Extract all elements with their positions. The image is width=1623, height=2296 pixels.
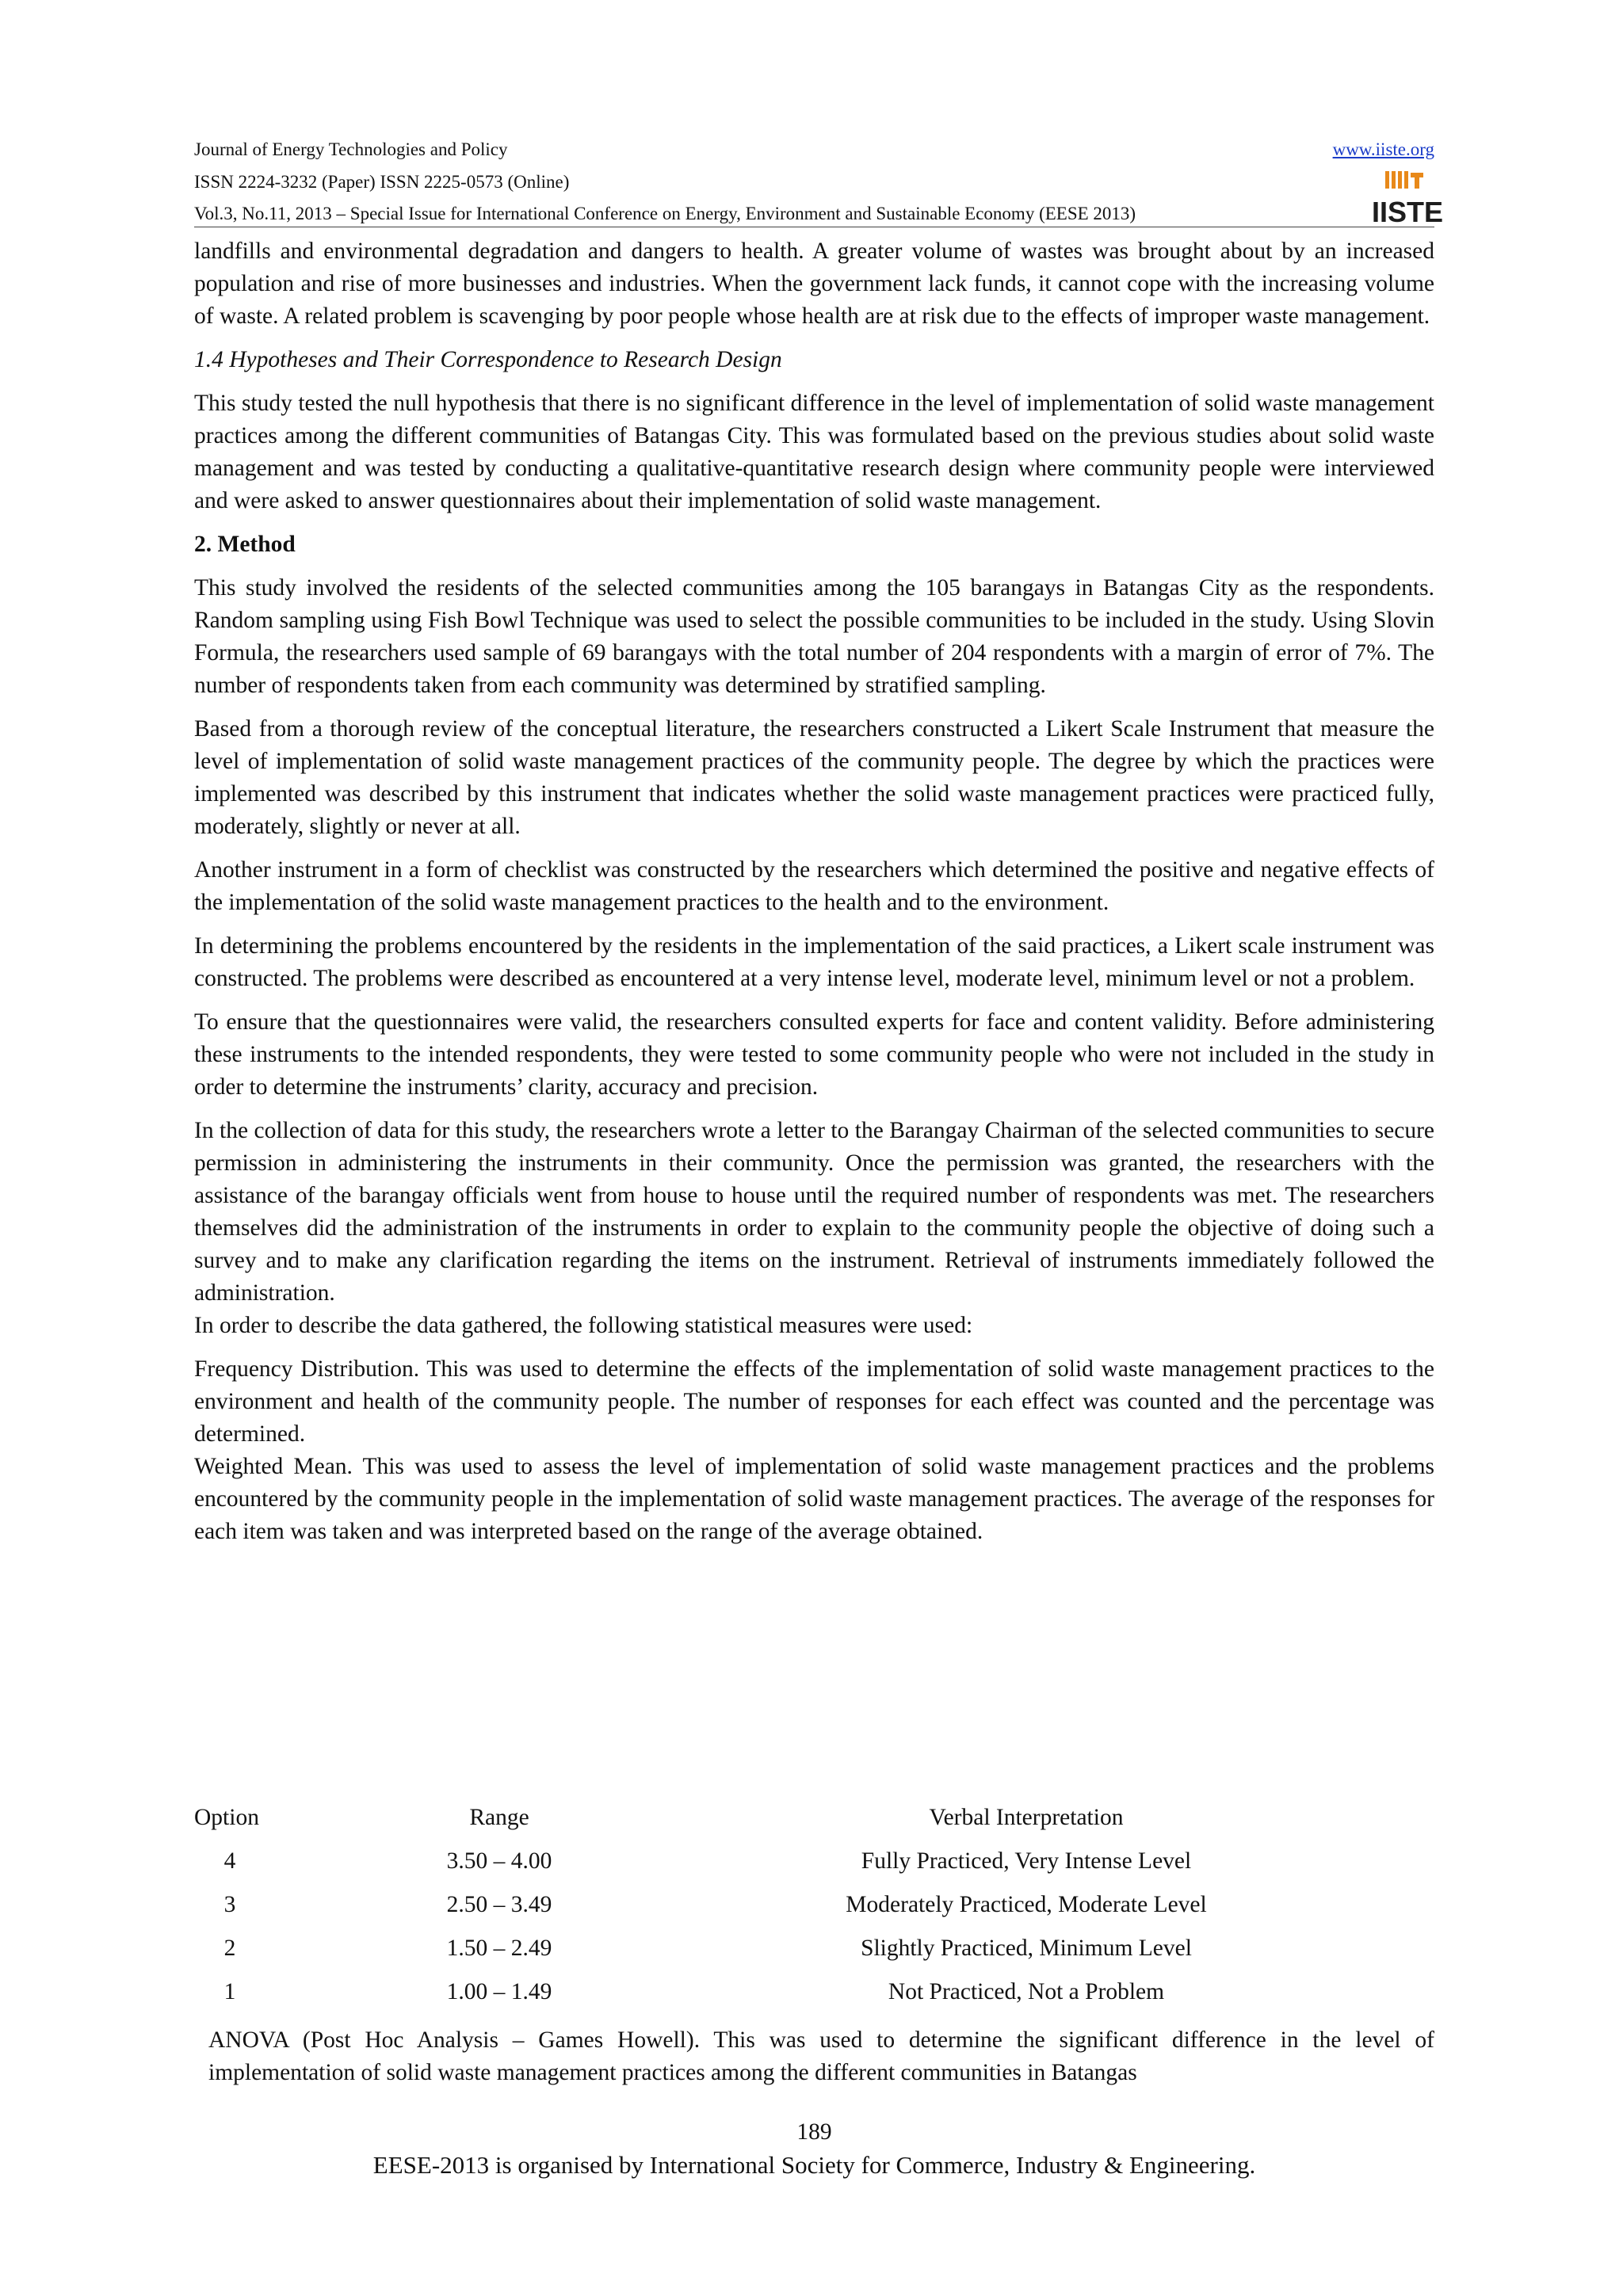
column-header-option: Option: [194, 1805, 259, 1830]
paragraph: Based from a thorough review of the conceptual literature, the researchers constructed a Likert Scale Instrument that measure the level of implementation of solid waste management practices of the community people. The degree by which the practices were implemented was described by this instrument that indicates whether the solid waste management practices were practiced fully, moderately, slightly or never at all.: [194, 716, 1434, 839]
paragraph: To ensure that the questionnaires were valid, the researchers consulted experts for face and content validity. Before administering these instruments to the intended respondents, they were tested to some community people who were not included in the study in order to determine the instruments’ clarity, accuracy and precision.: [194, 1009, 1434, 1100]
volume-line: Vol.3, No.11, 2013 – Special Issue for International Conference on Energy, Environment and Sustainable Economy (EESE 2013): [194, 204, 1136, 223]
table-row: [194, 1936, 1434, 1979]
cell-range: 3.50 – 4.00: [446, 1848, 552, 1874]
issn-line: ISSN 2224-3232 (Paper) ISSN 2225-0573 (Online): [194, 172, 570, 192]
column-header-range: Range: [469, 1805, 529, 1830]
paragraph: In order to describe the data gathered, the following statistical measures were used:: [194, 1313, 973, 1338]
cell-range: 1.50 – 2.49: [446, 1936, 552, 1961]
page-number: 189: [796, 2119, 832, 2145]
paragraph: Weighted Mean. This was used to assess the level of implementation of solid waste management practices and the problems encountered by the community people in the implementation of solid waste management practices. The average of the responses for each item was taken and was interpreted based on the range of the average obtained.: [194, 1454, 1434, 1544]
cell-option: 2: [223, 1936, 236, 1961]
table-row: [194, 1979, 1434, 2023]
cell-option: 1: [223, 1979, 236, 2004]
iiste-logo: [1371, 170, 1444, 228]
paragraph: In determining the problems encountered by the residents in the implementation of the said practices, a Likert scale instrument was constructed. The problems were described as encountered at a very intense level, moderate level, minimum level or not a problem.: [194, 933, 1434, 991]
svg-text:IISTE: IISTE: [1371, 196, 1444, 228]
paragraph: Frequency Distribution. This was used to determine the effects of the implementation of solid waste management practices to the environment and health of the community people. The number of responses for each effect was counted and the percentage was determined.: [194, 1356, 1434, 1447]
paragraph: This study involved the residents of the selected communities among the 105 barangays in Batangas City as the respondents. Random sampling using Fish Bowl Technique was used to select the possible communities to be included in the study. Using Slovin Formula, the researchers used sample of 69 barangays with the total number of 204 respondents with a margin of error of 7%. The number of respondents taken from each community was determined by stratified sampling.: [194, 575, 1434, 698]
cell-interpretation: Fully Practiced, Very Intense Level: [861, 1848, 1192, 1874]
table-row: [194, 1892, 1434, 1936]
paragraph: Another instrument in a form of checklist was constructed by the researchers which determined the positive and negative effects of the implementation of the solid waste management practices to the health and to the environment.: [194, 857, 1434, 915]
cell-interpretation: Not Practiced, Not a Problem: [888, 1979, 1165, 2004]
journal-title: Journal of Energy Technologies and Policy: [194, 139, 508, 159]
paragraph: landfills and environmental degradation and dangers to health. A greater volume of wastes was brought about by an increased population and rise of more businesses and industries. When the government lack funds, it cannot cope with the increasing volume of waste. A related problem is scavenging by poor people whose health are at risk due to the effects of improper waste management.: [194, 238, 1434, 329]
journal-url-link[interactable]: www.iiste.org: [1332, 139, 1434, 159]
cell-option: 4: [223, 1848, 236, 1874]
cell-interpretation: Slightly Practiced, Minimum Level: [861, 1936, 1192, 1961]
column-header-interpretation: Verbal Interpretation: [929, 1805, 1124, 1830]
paragraph: In the collection of data for this study, the researchers wrote a letter to the Barangay Chairman of the selected communities to secure permission in administering the instruments in their community. Once the permission was granted, the researchers with the assistance of the barangay officials went from house to house until the required number of respondents was met. The researchers themselves did the administration of the instruments in order to explain to the community people the objective of doing such a survey and to make any clarification regarding the items on the instrument. Retrieval of instruments immediately followed the administration.: [194, 1118, 1434, 1306]
cell-range: 1.00 – 1.49: [446, 1979, 552, 2004]
body-text: [194, 235, 1434, 1559]
footer-text: EESE-2013 is organised by International Society for Commerce, Industry & Engineering.: [372, 2151, 1256, 2179]
table-header-row: [194, 1805, 1434, 1848]
section-heading-method: 2. Method: [194, 532, 296, 557]
section-heading-hypotheses: 1.4 Hypotheses and Their Correspondence to Research Design: [194, 347, 782, 372]
cell-option: 3: [223, 1892, 236, 1917]
anova-paragraph: ANOVA (Post Hoc Analysis – Games Howell). This was used to determine the significant difference in the level of implementation of solid waste management practices among the different communities in Batangas: [208, 2027, 1434, 2085]
table-row: [194, 1848, 1434, 1892]
interpretation-table: [194, 1805, 1434, 2023]
cell-range: 2.50 – 3.49: [446, 1892, 552, 1917]
running-header-line1: [194, 138, 1434, 162]
cell-interpretation: Moderately Practiced, Moderate Level: [846, 1892, 1207, 1917]
paragraph: This study tested the null hypothesis that there is no significant difference in the level of implementation of solid waste management practices among the different communities of Batangas City. This was formulated based on the previous studies about solid waste management and was tested by conducting a qualitative-quantitative research design where community people were interviewed and were asked to answer questionnaires about their implementation of solid waste management.: [194, 391, 1434, 513]
